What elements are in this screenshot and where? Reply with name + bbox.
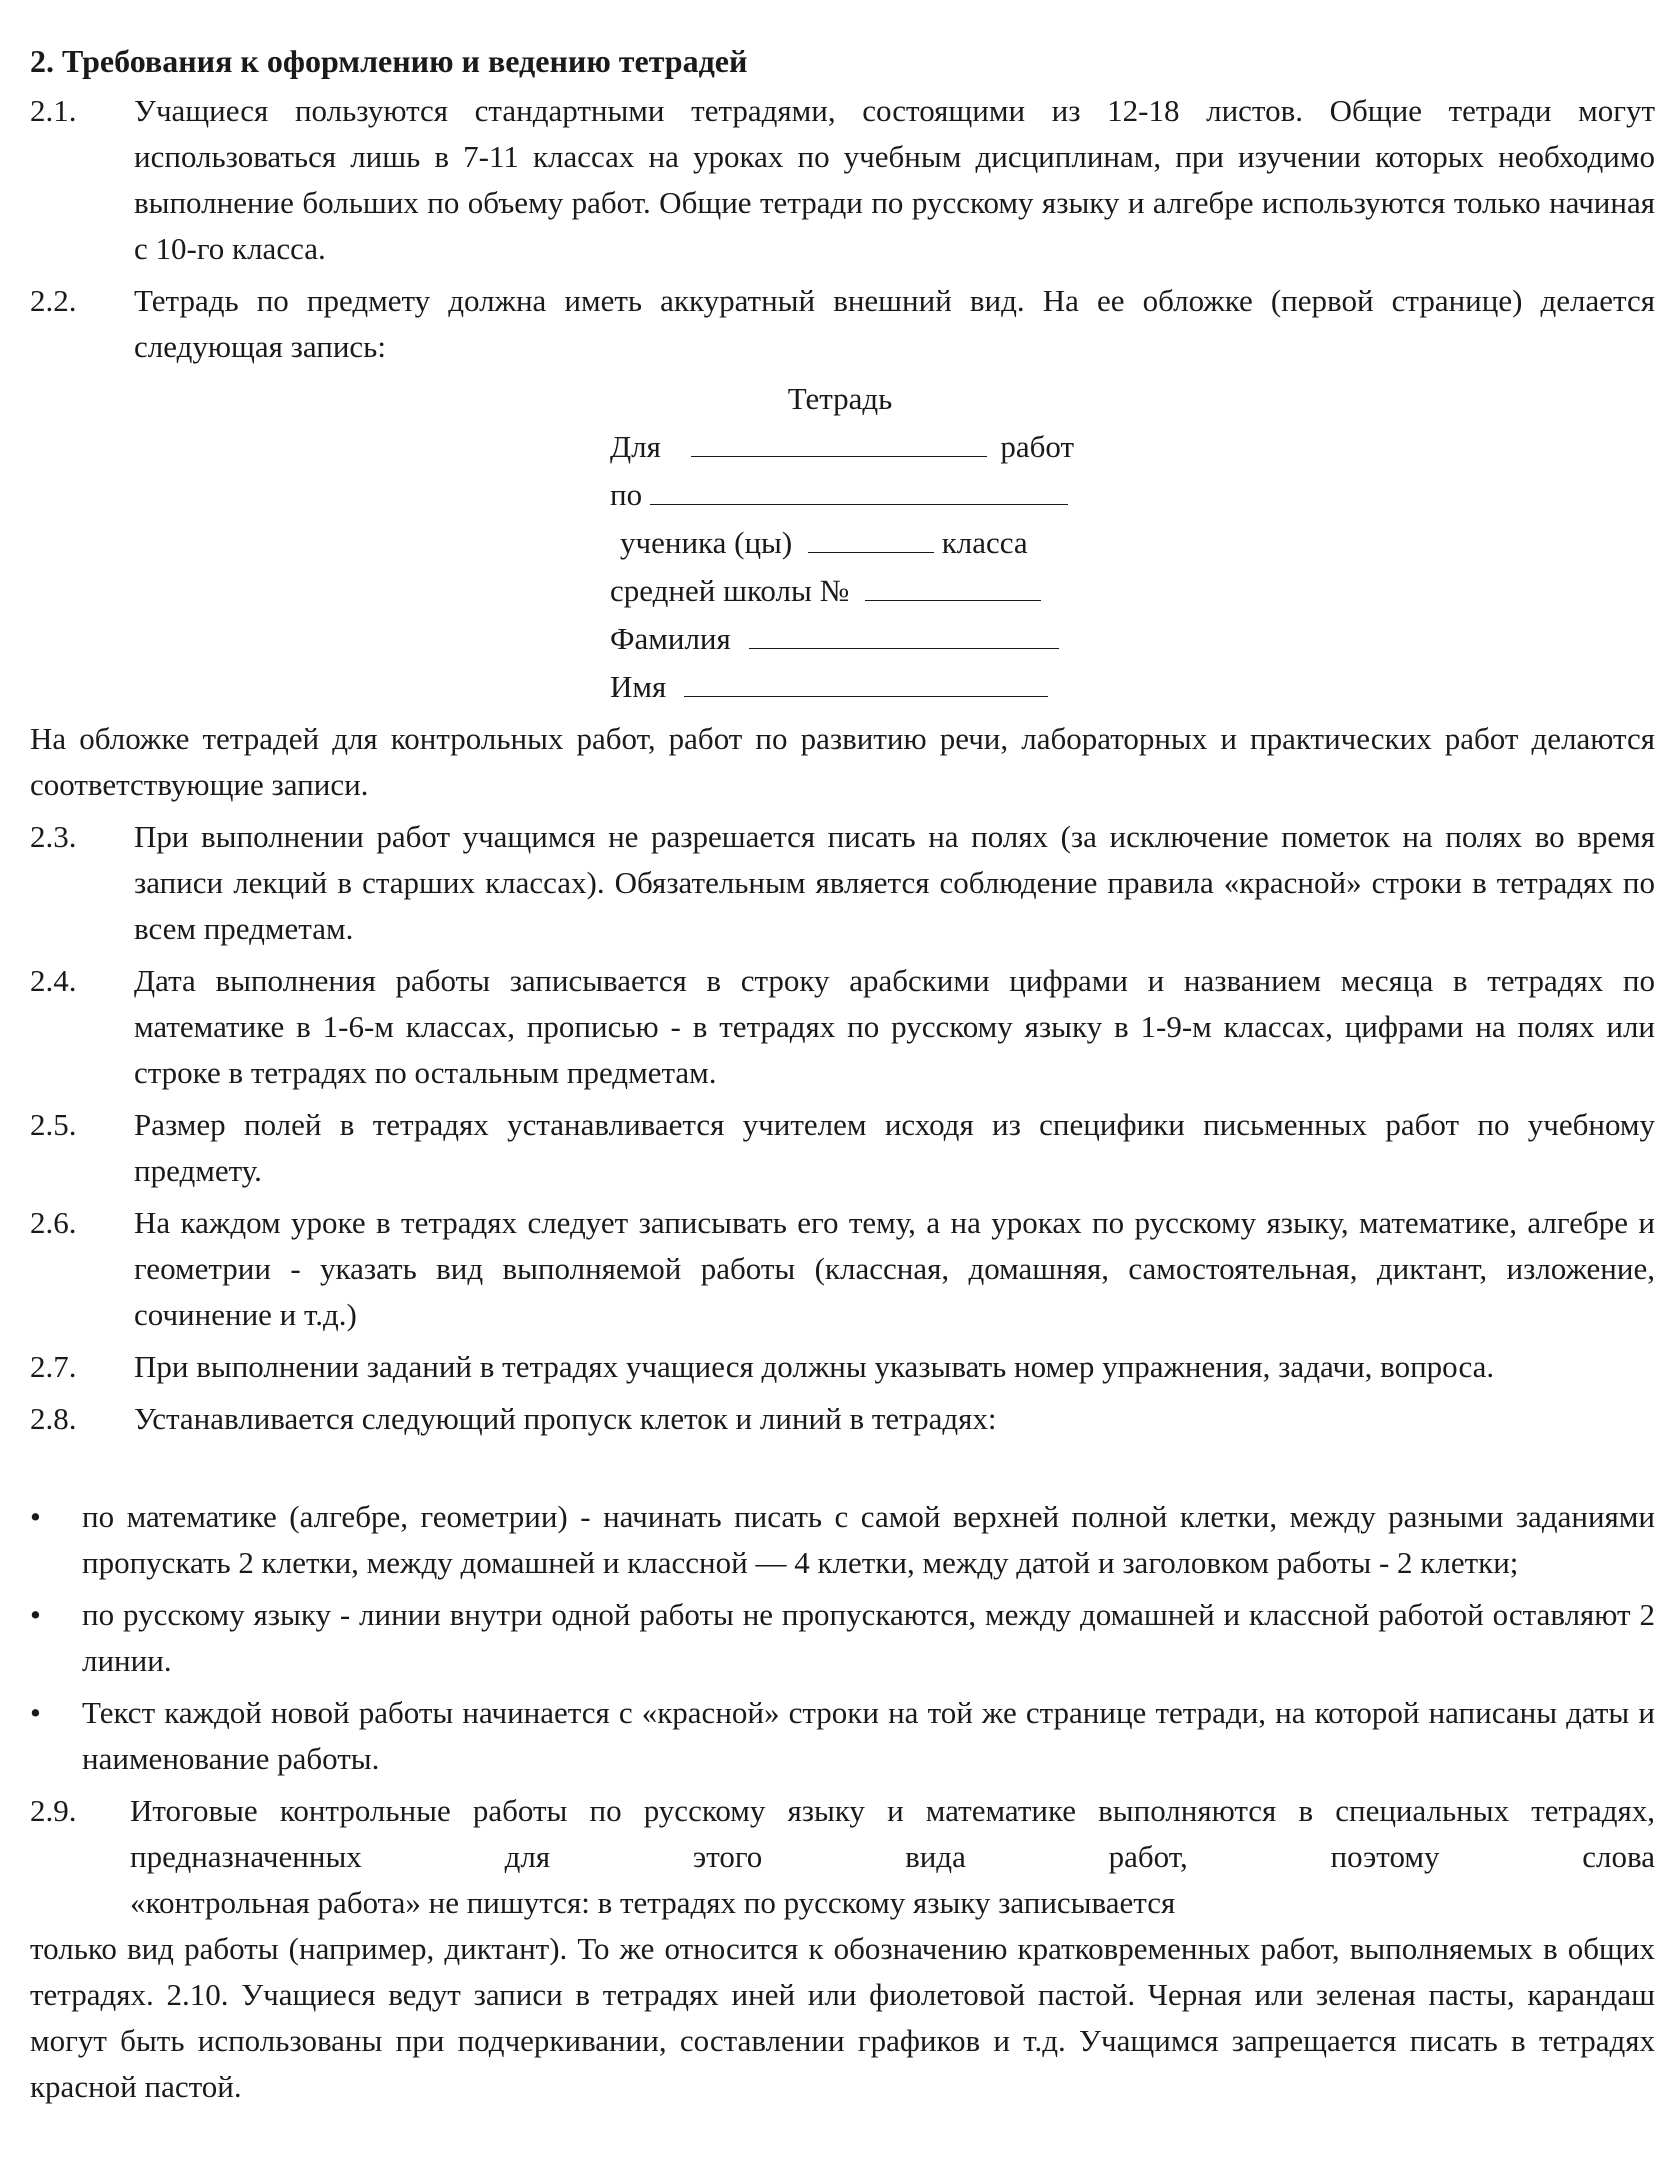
clause-text: При выполнении заданий в тетрадях учащиеся должны указывать номер упражнения, задачи, вопроса. [134, 1349, 1495, 1384]
form-label: ученика (цы) [620, 525, 793, 560]
clause-number: 2.9. [30, 1793, 77, 1828]
form-blank [691, 422, 987, 457]
clause-2-6 [30, 1200, 1655, 1338]
clause-text: Учащиеся пользуются стандартными тетрадями, состоящими из 12-18 листов. Общие тетради могут использоваться лишь в 7-11 классах на уроках по учебным дисциплинам, при изучении которых необходимо выполнение больших по объему работ. Общие тетради по русскому языку и алгебре используются только начиная с 10-го класса. [134, 93, 1655, 266]
bullet-icon: • [30, 1499, 41, 1534]
clause-2-9 [30, 1788, 1655, 1926]
clause-number: 2.4. [30, 963, 77, 998]
clause-text: Дата выполнения работы записывается в строку арабскими цифрами и названием месяца в тетрадях по математике в 1-6-м классах, прописью - в тетрадях по русскому языку в 1-9-м классах, цифрами на полях или строке в тетрадях по остальным предметам. [134, 963, 1655, 1090]
form-label: по [610, 477, 643, 512]
bullet-text: по русскому языку - линии внутри одной работы не пропускаются, между домашней и классной работой оставляют 2 линии. [82, 1597, 1655, 1678]
cover-note-paragraph: На обложке тетрадей для контрольных работ, работ по развитию речи, лабораторных и практических работ делаются соответствующие записи. [30, 721, 1655, 802]
clause-number: 2.8. [30, 1401, 77, 1436]
bullet-text: Текст каждой новой работы начинается с «красной» строки на той же странице тетради, на которой написаны даты и наименование работы. [82, 1695, 1655, 1776]
clause-text: На каждом уроке в тетрадях следует записывать его тему, а на уроках по русскому языку, математике, алгебре и геометрии - указать вид выполняемой работы (классная, домашняя, самостоятельная, диктант, изложение, сочинение и т.д.) [134, 1205, 1655, 1332]
bullet-icon: • [30, 1695, 41, 1730]
cover-form-line-name [610, 662, 1090, 710]
bullet-item [30, 1494, 1655, 1586]
form-label: Фамилия [610, 621, 731, 656]
cover-form-line-school [610, 566, 1090, 614]
cover-form-line-student [610, 518, 1090, 566]
clause-number: 2.5. [30, 1107, 77, 1142]
clause-2-4 [30, 958, 1655, 1096]
form-label: класса [941, 525, 1028, 560]
closing-paragraph: только вид работы (например, диктант). То же относится к обозначению кратковременных работ, выполняемых в общих тетрадях. 2.10. Учащиеся ведут записи в тетрадях иней или фиолетовой пастой. Черная или зеленая пасты, карандаш могут быть использованы при подчеркивании, составлении графиков и т.д. Учащимся запрещается писать в тетрадях красной пастой. [30, 1931, 1655, 2104]
bullet-text: по математике (алгебре, геометрии) - начинать писать с самой верхней полной клетки, между разными заданиями пропускать 2 клетки, между домашней и классной — 4 клетки, между датой и заголовком работы - 2 клетки; [82, 1499, 1655, 1580]
form-blank [749, 614, 1059, 649]
clause-text-last-line: «контрольная работа» не пишутся: в тетрадях по русскому языку записывается [130, 1885, 1176, 1920]
clause-number: 2.7. [30, 1349, 77, 1384]
clause-2-7 [30, 1344, 1655, 1390]
cover-form-line-surname [610, 614, 1090, 662]
form-blank [865, 566, 1041, 601]
cover-form-title: Тетрадь [787, 381, 893, 416]
clause-2-8 [30, 1396, 1655, 1442]
clause-text: Итоговые контрольные работы по русскому языку и математике выполняются в специальных тетрадях, предназначенных для этого вида работ, поэтому слова [130, 1793, 1655, 1874]
form-label: работ [1000, 429, 1075, 464]
bullet-icon: • [30, 1597, 41, 1632]
document-page [30, 38, 1655, 2116]
clause-number: 2.2. [30, 283, 77, 318]
section-heading: 2. Требования к оформлению и ведению тетрадей [30, 43, 748, 79]
clause-2-3 [30, 814, 1655, 952]
form-blank [808, 518, 934, 553]
clause-number: 2.6. [30, 1205, 77, 1240]
form-label: средней школы № [610, 573, 850, 608]
bullet-item [30, 1592, 1655, 1684]
clause-number: 2.3. [30, 819, 77, 854]
cover-form-line-works [610, 422, 1090, 470]
clause-text: Устанавливается следующий пропуск клеток и линий в тетрадях: [134, 1401, 997, 1436]
form-blank [650, 470, 1068, 505]
form-label: Имя [610, 669, 667, 704]
bullet-item [30, 1690, 1655, 1782]
cover-form-line-subject [610, 470, 1090, 518]
clause-text: Размер полей в тетрадях устанавливается учителем исходя из специфики письменных работ по учебному предмету. [134, 1107, 1655, 1188]
clause-2-5 [30, 1102, 1655, 1194]
clause-2-2 [30, 278, 1655, 370]
clause-text: При выполнении работ учащимся не разрешается писать на полях (за исключение пометок на полях во время записи лекций в старших классах). Обязательным является соблюдение правила «красной» строки в тетрадях по всем предметам. [134, 819, 1655, 946]
form-label: Для [610, 429, 661, 464]
cover-form-sample [610, 376, 1090, 710]
clause-text: Тетрадь по предмету должна иметь аккуратный внешний вид. На ее обложке (первой странице) делается следующая запись: [134, 283, 1655, 364]
blank-line [30, 1448, 1655, 1494]
clause-number: 2.1. [30, 93, 77, 128]
form-blank [684, 662, 1048, 697]
clause-2-1 [30, 88, 1655, 272]
